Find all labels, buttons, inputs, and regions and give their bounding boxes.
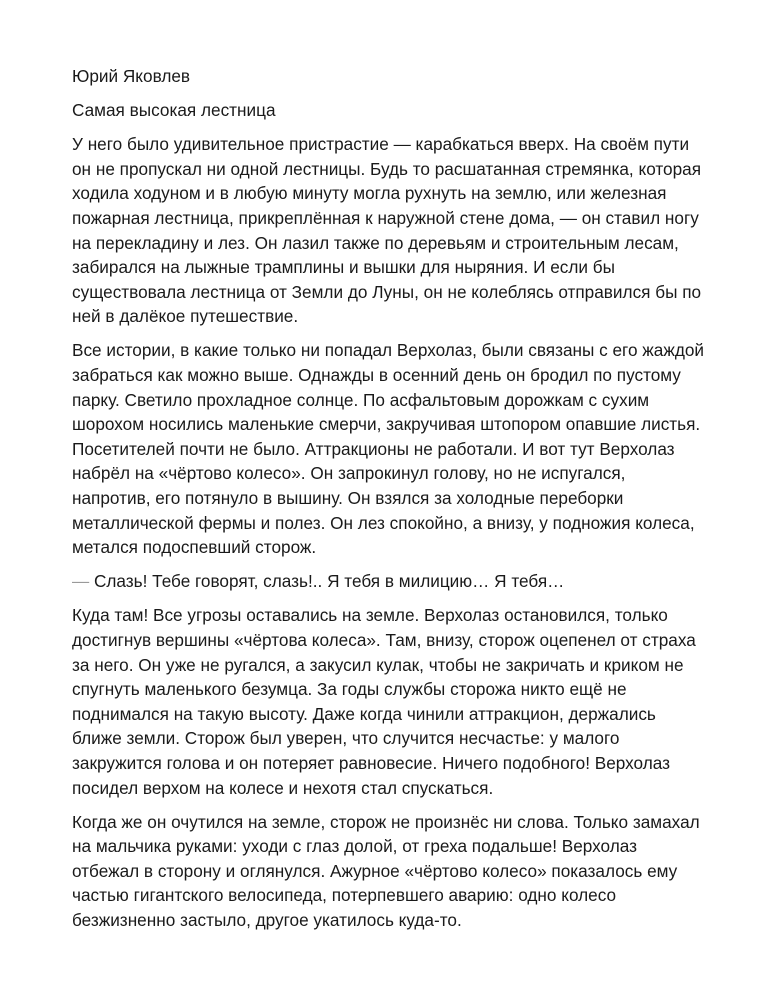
paragraph-line: забирался на лыжные трамплины и вышки для ныряния. И если бы: [72, 257, 615, 278]
paragraph-line: забраться как можно выше. Однажды в осенний день он бродил по пустому: [72, 365, 681, 386]
paragraph-line: за него. Он уже не ругался, а закусил кулак, чтобы не закричать и криком не: [72, 654, 684, 675]
paragraph-line: закружится голова и он потеряет равновесие. Ничего подобного! Верхолаз: [72, 752, 670, 773]
dialogue-text: Слазь! Тебе говорят, слазь!.. Я тебя в милицию… Я тебя…: [93, 571, 565, 592]
paragraph-line: метался подоспевший сторож.: [72, 537, 317, 558]
paragraph-line: частью гигантского велосипеда, потерпевшего аварию: одно колесо: [72, 885, 617, 906]
paragraph-line: ближе земли. Сторож был уверен, что случится несчастье: у малого: [72, 728, 620, 749]
paragraph-line: напротив, его потянуло в вышину. Он взялся за холодные переборки: [72, 488, 624, 508]
paragraph: [72, 338, 705, 559]
paragraph-line: ходила ходуном и в любую минуту могла рухнуть на землю, или железная: [72, 183, 667, 204]
paragraph-line: пожарная лестница, прикреплённая к наружной стене дома, — он ставил ногу: [72, 207, 699, 228]
author-name: Юрий Яковлев: [72, 66, 191, 86]
paragraph-line: спугнуть маленького безумца. За годы службы сторожа никто ещё не: [72, 679, 627, 700]
paragraph-line: существовала лестница от Земли до Луны, он не колеблясь отправился бы по: [72, 281, 702, 302]
paragraph-line: на перекладину и лез. Он лазил также по деревьям и строительным лесам,: [72, 232, 679, 253]
paragraph-line: Посетителей почти не было. Аттракционы не работали. И вот тут Верхолаз: [72, 438, 675, 459]
paragraph: [72, 132, 700, 329]
paragraph-line: посидел верхом на колесе и нехотя стал спускаться.: [72, 777, 494, 798]
paragraph: [72, 603, 700, 800]
paragraph-line: достигнув вершины «чёртова колеса». Там, внизу, сторож оцепенел от страха: [72, 629, 696, 650]
paragraph-line: Все истории, в какие только ни попадал Верхолаз, были связаны с его жаждой: [72, 340, 705, 361]
paragraph-line: шорохом носились маленькие смерчи, закручивая штопором опавшие листья.: [72, 414, 701, 435]
paragraph-line: безжизненно застыло, другое укатилось куда-то.: [72, 910, 462, 930]
paragraph: [72, 810, 700, 933]
paragraph-line: он не пропускал ни одной лестницы. Будь то расшатанная стремянка, которая: [72, 158, 702, 179]
dialogue-dash: —: [72, 571, 90, 592]
paragraph-line: набрёл на «чёртово колесо». Он запрокинул голову, но не испугался,: [72, 463, 626, 484]
document-page: [72, 64, 705, 942]
paragraph-line: на мальчика руками: уходи с глаз долой, от греха подальше! Верхолаз: [72, 836, 638, 857]
paragraph-line: У него было удивительное пристрастие — карабкаться вверх. На своём пути: [72, 134, 690, 155]
story-body: [72, 132, 705, 932]
paragraph-line: Когда же он очутился на земле, сторож не произнёс ни слова. Только замахал: [72, 811, 700, 832]
paragraph-line: поднимался на такую высоту. Даже когда чинили аттракцион, держались: [72, 703, 656, 724]
paragraph: [72, 569, 700, 594]
paragraph-line: отбежал в сторону и оглянулся. Ажурное «чёртово колесо» показалось ему: [72, 860, 678, 881]
story-title: Самая высокая лестница: [72, 100, 276, 121]
paragraph-line: Куда там! Все угрозы оставались на земле. Верхолаз остановился, только: [72, 605, 668, 626]
paragraph-line: ней в далёкое путешествие.: [72, 306, 299, 327]
paragraph-line: [72, 569, 700, 594]
paragraph-line: металлической фермы и полез. Он лез спокойно, а внизу, у подножия колеса,: [72, 512, 695, 533]
paragraph-line: парку. Светило прохладное солнце. По асфальтовым дорожкам с сухим: [72, 389, 650, 410]
